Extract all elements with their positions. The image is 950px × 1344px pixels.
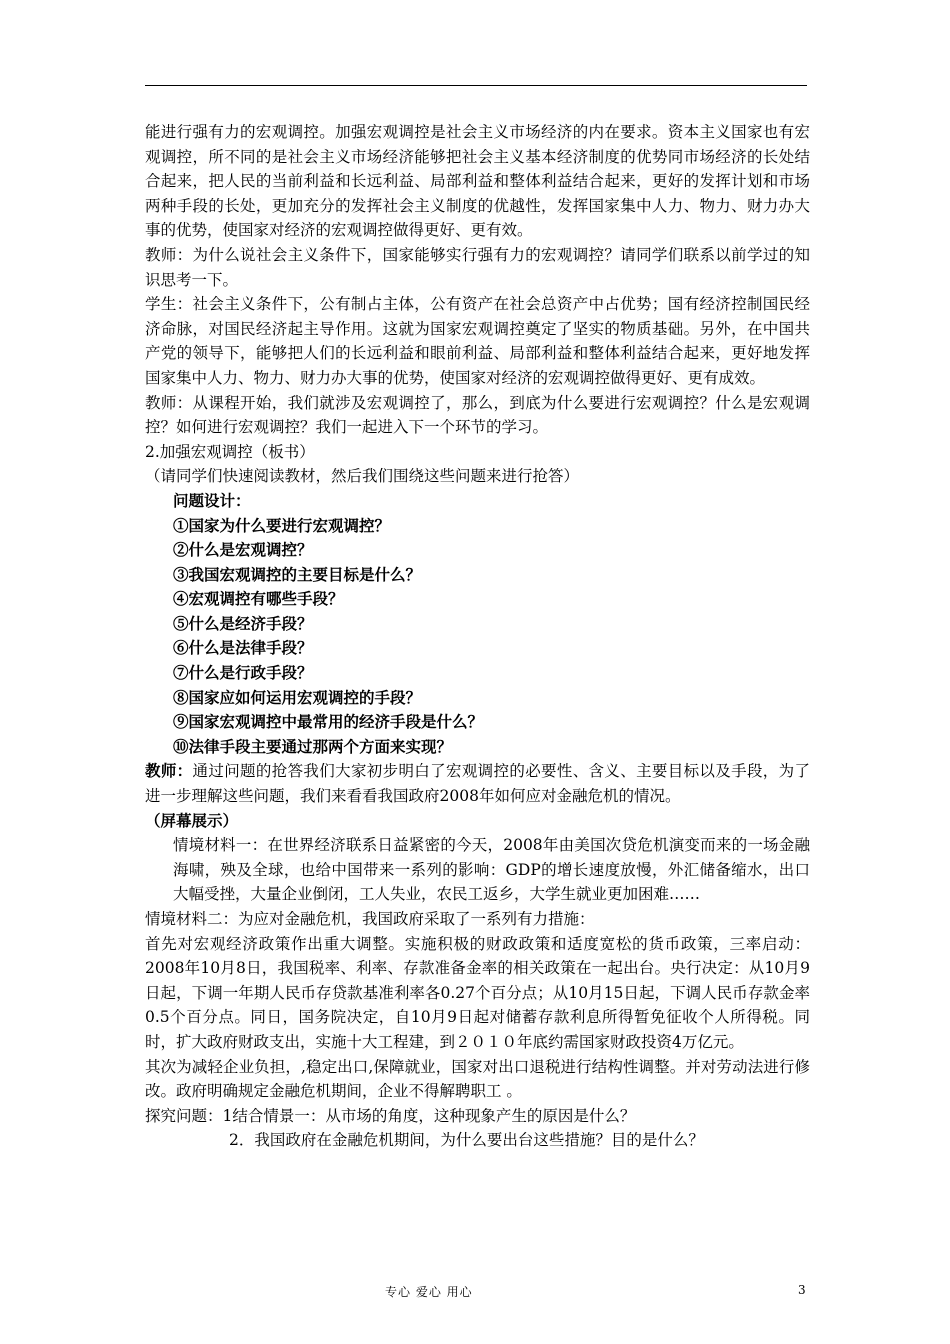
reading-instruction: （请同学们快速阅读教材，然后我们围绕这些问题来进行抢答）	[145, 467, 580, 486]
question-item: ⑩法律手段主要通过那两个方面来实现？	[173, 736, 453, 756]
question-item: ⑥什么是法律手段？	[173, 638, 313, 658]
paragraph-teacher-transition: 教师：从课程开始，我们就涉及宏观调控了，那么，到底为什么要进行宏观调控？什么是宏观调控？如何进行宏观调控？我们一起进入下一个环节的学习。	[145, 393, 810, 437]
footer-motto: 专心 爱心 用心	[385, 1285, 473, 1299]
paragraph-teacher-question: 教师：为什么说社会主义条件下，国家能够实行强有力的宏观调控？请同学们联系以前学过的知识思考一下。	[145, 245, 810, 289]
question-item: ⑨国家宏观调控中最常用的经济手段是什么？	[173, 712, 484, 732]
question-item: ④宏观调控有哪些手段？	[173, 589, 344, 609]
question-item: ③我国宏观调控的主要目标是什么？	[173, 564, 422, 584]
question-design-title: 问题设计：	[173, 490, 251, 510]
inquiry-question-2: 2．我国政府在金融危机期间，为什么要出台这些措施？目的是什么？	[229, 1131, 704, 1150]
question-item: ⑤什么是经济手段？	[173, 613, 313, 633]
page-number: 3	[798, 1283, 806, 1297]
screen-display-label: （屏幕展示）	[145, 810, 239, 830]
header-rule	[145, 85, 807, 86]
paragraph-student-answer: 学生：社会主义条件下，公有制占主体，公有资产在社会总资产中占优势；国有经济控制国民经济命脉，对国民经济起主导作用。这就为国家宏观调控奠定了坚实的物质基础。另外，在中国共产党的领导下，能够把人们的长远利益和眼前利益、局部利益和整体利益结合起来，更好地发挥国家集中人力、物力、财力办大事的优势，使国家对经济的宏观调控做得更好、更有成效。	[145, 295, 810, 387]
question-item: ⑧国家应如何运用宏观调控的手段？	[173, 687, 422, 707]
question-item: ⑦什么是行政手段？	[173, 663, 313, 683]
teacher-summary	[145, 759, 810, 808]
question-item: ①国家为什么要进行宏观调控？	[173, 515, 391, 535]
material-two-policy: 首先对宏观经济政策作出重大调整。实施积极的财政政策和适度宽松的货币政策，三率启动：2008年10月8日，我国税率、利率、存款准备金率的相关政策在一起出台。央行决定：从10月9日起，下调一年期人民币存贷款基准利率各0.27个百分点；从10月15日起，下调人民币存款金率0.5个百分点。同日，国务院决定，自10月9日起对储蓄存款利息所得暂免征收个人所得税。同时，扩大政府财政支出，实施十大工程建，到２０１０年底约需国家财政投资4万亿元。	[145, 934, 810, 1051]
teacher-summary-text: 通过问题的抢答我们大家初步明白了宏观调控的必要性、含义、主要目标以及手段，为了进一步理解这些问题，我们来看看我国政府2008年如何应对金融危机的情况。	[145, 762, 810, 806]
paragraph-intro: 能进行强有力的宏观调控。加强宏观调控是社会主义市场经济的内在要求。资本主义国家也有宏观调控，所不同的是社会主义市场经济能够把社会主义基本经济制度的优势同市场经济的长处结合起来，把人民的当前利益和长远利益、局部利益和整体利益结合起来，更好的发挥计划和市场两种手段的长处，更加充分的发挥社会主义制度的优越性，发挥国家集中人力、物力、财力办大事的优势，使国家对经济的宏观调控做得更好、更有效。	[145, 123, 810, 240]
document-body	[145, 120, 810, 1153]
material-two: 情境材料二：为应对金融危机，我国政府采取了一系列有力措施：	[145, 910, 595, 928]
material-two-relief: 其次为减轻企业负担，,稳定出口,保障就业，国家对出口退税进行结构性调整。并对劳动法进行修改。政府明确规定金融危机期间，企业不得解聘职工 。	[145, 1057, 810, 1101]
inquiry-question-1: 探究问题：1结合情景一：从市场的角度，这种现象产生的原因是什么？	[145, 1106, 636, 1125]
question-item: ②什么是宏观调控？	[173, 540, 313, 560]
teacher-label: 教师：	[145, 761, 193, 781]
section-heading: 2.加强宏观调控（板书）	[145, 442, 315, 461]
material-one: 情境材料一：在世界经济联系日益紧密的今天，2008年由美国次贷危机演变而来的一场金融海啸，殃及全球，也给中国带来一系列的影响：GDP的增长速度放慢，外汇储备缩水，出口大幅受挫，大量企业倒闭，工人失业，农民工返乡，大学生就业更加困难……	[173, 836, 810, 904]
